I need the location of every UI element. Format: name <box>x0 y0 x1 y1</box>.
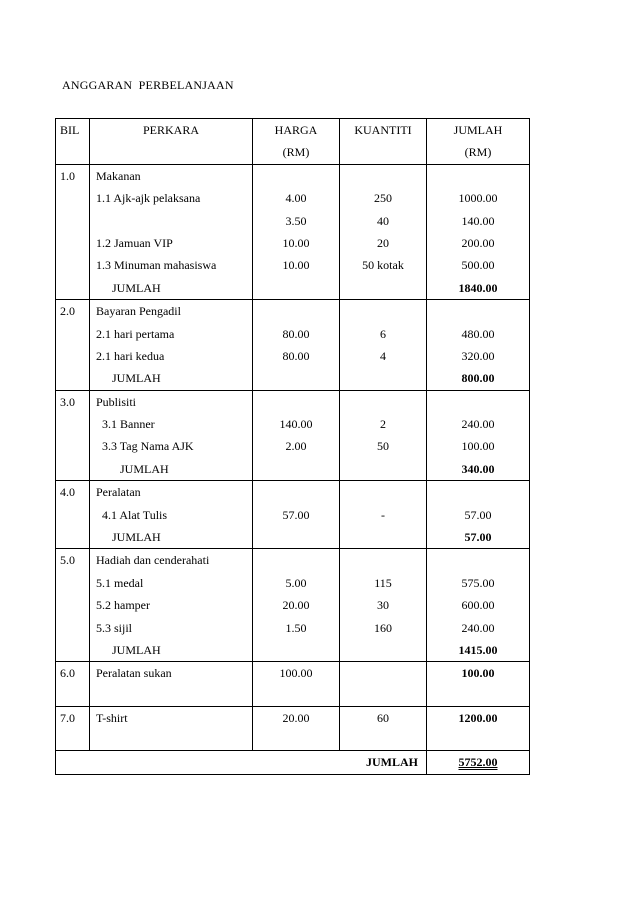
item-perkara: 3.1 Banner <box>102 417 155 432</box>
section-bil: 4.0 <box>60 485 75 500</box>
item-perkara: 5.3 sijil <box>96 620 133 635</box>
header-harga: HARGA <box>274 123 318 137</box>
item-perkara: 5.1 medal <box>96 575 144 590</box>
item-perkara: 1.1 Ajk-ajk pelaksana <box>96 191 201 206</box>
item-harga: 1.50 <box>285 620 307 635</box>
item-perkara: 1.2 Jamuan VIP <box>96 235 173 250</box>
item-jumlah: 1200.00 <box>458 710 498 725</box>
item-kuantiti: 250 <box>374 191 392 206</box>
section-heading: Publisiti <box>96 394 137 409</box>
section-tshirt <box>56 706 530 750</box>
section-hadiah <box>56 549 530 662</box>
subtotal-value: 340.00 <box>461 461 495 476</box>
item-perkara: 2.1 hari pertama <box>96 326 175 341</box>
section-heading: T-shirt <box>96 710 128 725</box>
subtotal-value: 57.00 <box>464 530 492 545</box>
subtotal-value: 800.00 <box>461 371 495 386</box>
grand-total-value: 5752.00 <box>458 755 498 770</box>
header-perkara: PERKARA <box>142 123 199 137</box>
item-kuantiti: 50 kotak <box>362 258 404 273</box>
section-heading: Bayaran Pengadil <box>96 304 181 319</box>
item-harga: 2.00 <box>285 439 307 454</box>
section-heading: Hadiah dan cenderahati <box>96 553 210 568</box>
item-harga: 100.00 <box>279 666 313 681</box>
subtotal-value: 1840.00 <box>458 280 498 295</box>
item-jumlah: 240.00 <box>461 417 495 432</box>
grand-total-row <box>56 751 530 774</box>
item-kuantiti: 50 <box>377 439 389 454</box>
item-jumlah: 100.00 <box>461 439 495 454</box>
section-bil: 6.0 <box>60 666 75 681</box>
item-jumlah: 57.00 <box>464 507 492 522</box>
header-kuantiti: KUANTITI <box>354 123 412 137</box>
item-harga: 3.50 <box>285 213 307 228</box>
section-bayaran-pengadil <box>56 300 530 391</box>
section-heading: Makanan <box>96 168 141 183</box>
subtotal-value: 1415.00 <box>458 642 498 657</box>
item-harga: 80.00 <box>282 326 310 341</box>
section-bil: 1.0 <box>60 168 75 183</box>
item-perkara <box>90 210 252 232</box>
item-kuantiti: 2 <box>380 417 386 432</box>
item-perkara: 2.1 hari kedua <box>96 348 165 363</box>
item-harga: 57.00 <box>282 507 310 522</box>
table-header-row <box>56 119 530 165</box>
item-jumlah: 480.00 <box>461 326 495 341</box>
item-kuantiti: 4 <box>380 348 386 363</box>
item-jumlah: 500.00 <box>461 258 495 273</box>
item-kuantiti: 40 <box>377 213 389 228</box>
item-perkara: 1.3 Minuman mahasiswa <box>96 258 217 273</box>
section-heading: Peralatan <box>96 485 141 500</box>
subtotal-label: JUMLAH <box>112 371 161 386</box>
item-kuantiti: 20 <box>377 235 389 250</box>
item-harga: 20.00 <box>282 710 310 725</box>
item-harga: 10.00 <box>282 258 310 273</box>
item-harga: 10.00 <box>282 235 310 250</box>
item-jumlah: 240.00 <box>461 620 495 635</box>
item-harga: 20.00 <box>282 598 310 613</box>
section-bil: 2.0 <box>60 304 75 319</box>
item-jumlah: 100.00 <box>461 666 495 681</box>
item-jumlah: 575.00 <box>461 575 495 590</box>
header-harga-unit: (RM) <box>282 145 310 160</box>
subtotal-label: JUMLAH <box>112 280 161 295</box>
header-jumlah: JUMLAH <box>453 123 503 137</box>
section-makanan <box>56 164 530 299</box>
item-kuantiti: 30 <box>377 598 389 613</box>
document-title: ANGGARAN PERBELANJAAN <box>62 78 234 92</box>
section-bil: 5.0 <box>60 553 75 568</box>
item-perkara: 5.2 hamper <box>96 598 150 613</box>
item-kuantiti: 115 <box>374 575 392 590</box>
section-peralatan <box>56 481 530 549</box>
section-bil: 7.0 <box>60 710 75 725</box>
section-publisiti <box>56 390 530 481</box>
item-kuantiti: 6 <box>380 326 386 341</box>
item-kuantiti: 60 <box>377 710 389 725</box>
item-jumlah: 600.00 <box>461 598 495 613</box>
item-harga: 4.00 <box>285 191 307 206</box>
item-harga: 5.00 <box>285 575 307 590</box>
header-bil: BIL <box>60 123 80 137</box>
item-kuantiti: - <box>381 507 385 522</box>
section-peralatan-sukan <box>56 662 530 706</box>
grand-total-label: JUMLAH <box>366 755 418 770</box>
section-heading: Peralatan sukan <box>96 666 172 681</box>
item-jumlah: 200.00 <box>461 235 495 250</box>
subtotal-label: JUMLAH <box>120 461 169 476</box>
header-jumlah-unit: (RM) <box>464 145 492 160</box>
item-harga: 80.00 <box>282 348 310 363</box>
budget-table <box>55 118 530 775</box>
item-jumlah: 140.00 <box>461 213 495 228</box>
item-jumlah: 320.00 <box>461 348 495 363</box>
subtotal-label: JUMLAH <box>112 530 161 545</box>
item-harga: 140.00 <box>279 417 313 432</box>
item-kuantiti <box>340 662 426 684</box>
section-bil: 3.0 <box>60 394 75 409</box>
item-kuantiti: 160 <box>374 620 392 635</box>
item-perkara: 4.1 Alat Tulis <box>102 507 168 522</box>
item-jumlah: 1000.00 <box>458 191 498 206</box>
item-perkara: 3.3 Tag Nama AJK <box>102 439 194 454</box>
subtotal-label: JUMLAH <box>112 642 161 657</box>
